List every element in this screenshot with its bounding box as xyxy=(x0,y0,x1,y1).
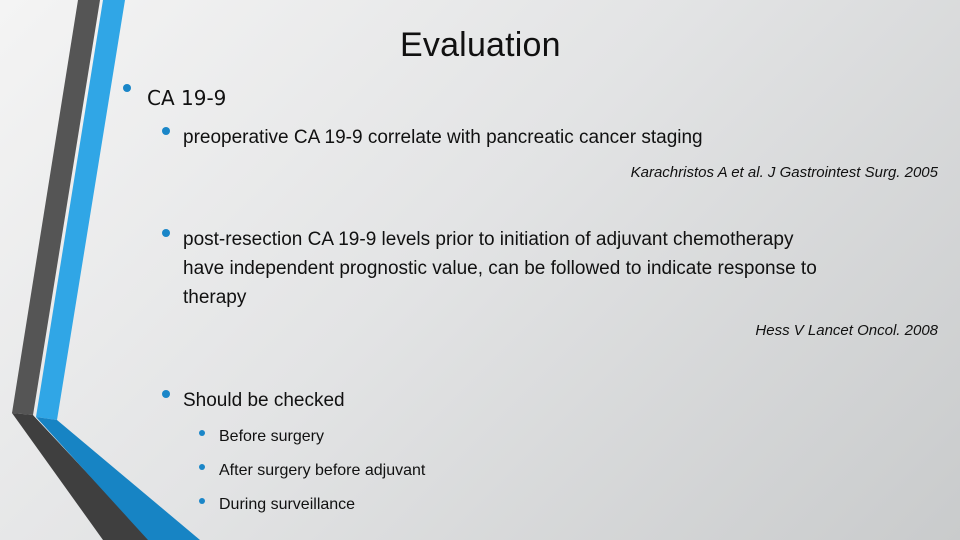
bullet-before-surgery xyxy=(199,428,324,446)
bullet-after-surgery xyxy=(199,462,425,480)
bullet-dot-icon xyxy=(199,430,205,436)
slide-title: Evaluation xyxy=(400,26,561,64)
bullet-text-line: have independent prognostic value, can be followed to indicate response to xyxy=(183,258,817,279)
reference-hess: Hess V Lancet Oncol. 2008 xyxy=(755,322,938,339)
bullet-text: During surveillance xyxy=(219,496,356,513)
bullet-preoperative xyxy=(162,123,703,152)
reference-karachristos: Karachristos A et al. J Gastrointest Surg. 2005 xyxy=(630,164,938,181)
bullet-dot-icon xyxy=(199,464,205,470)
bullet-during-surveillance xyxy=(199,496,355,514)
bullet-text: After surgery before adjuvant xyxy=(219,462,426,479)
bullet-text-line: therapy xyxy=(183,287,247,308)
bullet-text: preoperative CA 19-9 correlate with pancreatic cancer staging xyxy=(183,127,703,148)
bullet-text: Before surgery xyxy=(219,428,324,445)
bullet-ca19-9 xyxy=(123,86,226,110)
bullet-dot-icon xyxy=(162,127,170,135)
bullet-text: CA 19-9 xyxy=(147,86,227,110)
bullet-dot-icon xyxy=(123,84,131,92)
bullet-text: Should be checked xyxy=(183,390,345,411)
bullet-dot-icon xyxy=(162,390,170,398)
bullet-dot-icon xyxy=(162,229,170,237)
bullet-dot-icon xyxy=(199,498,205,504)
bullet-should-be-checked xyxy=(162,386,345,415)
bullet-paragraph xyxy=(183,225,817,312)
bullet-text-line: post-resection CA 19-9 levels prior to initiation of adjuvant chemotherapy xyxy=(183,229,794,250)
bullet-post-resection xyxy=(162,225,817,312)
